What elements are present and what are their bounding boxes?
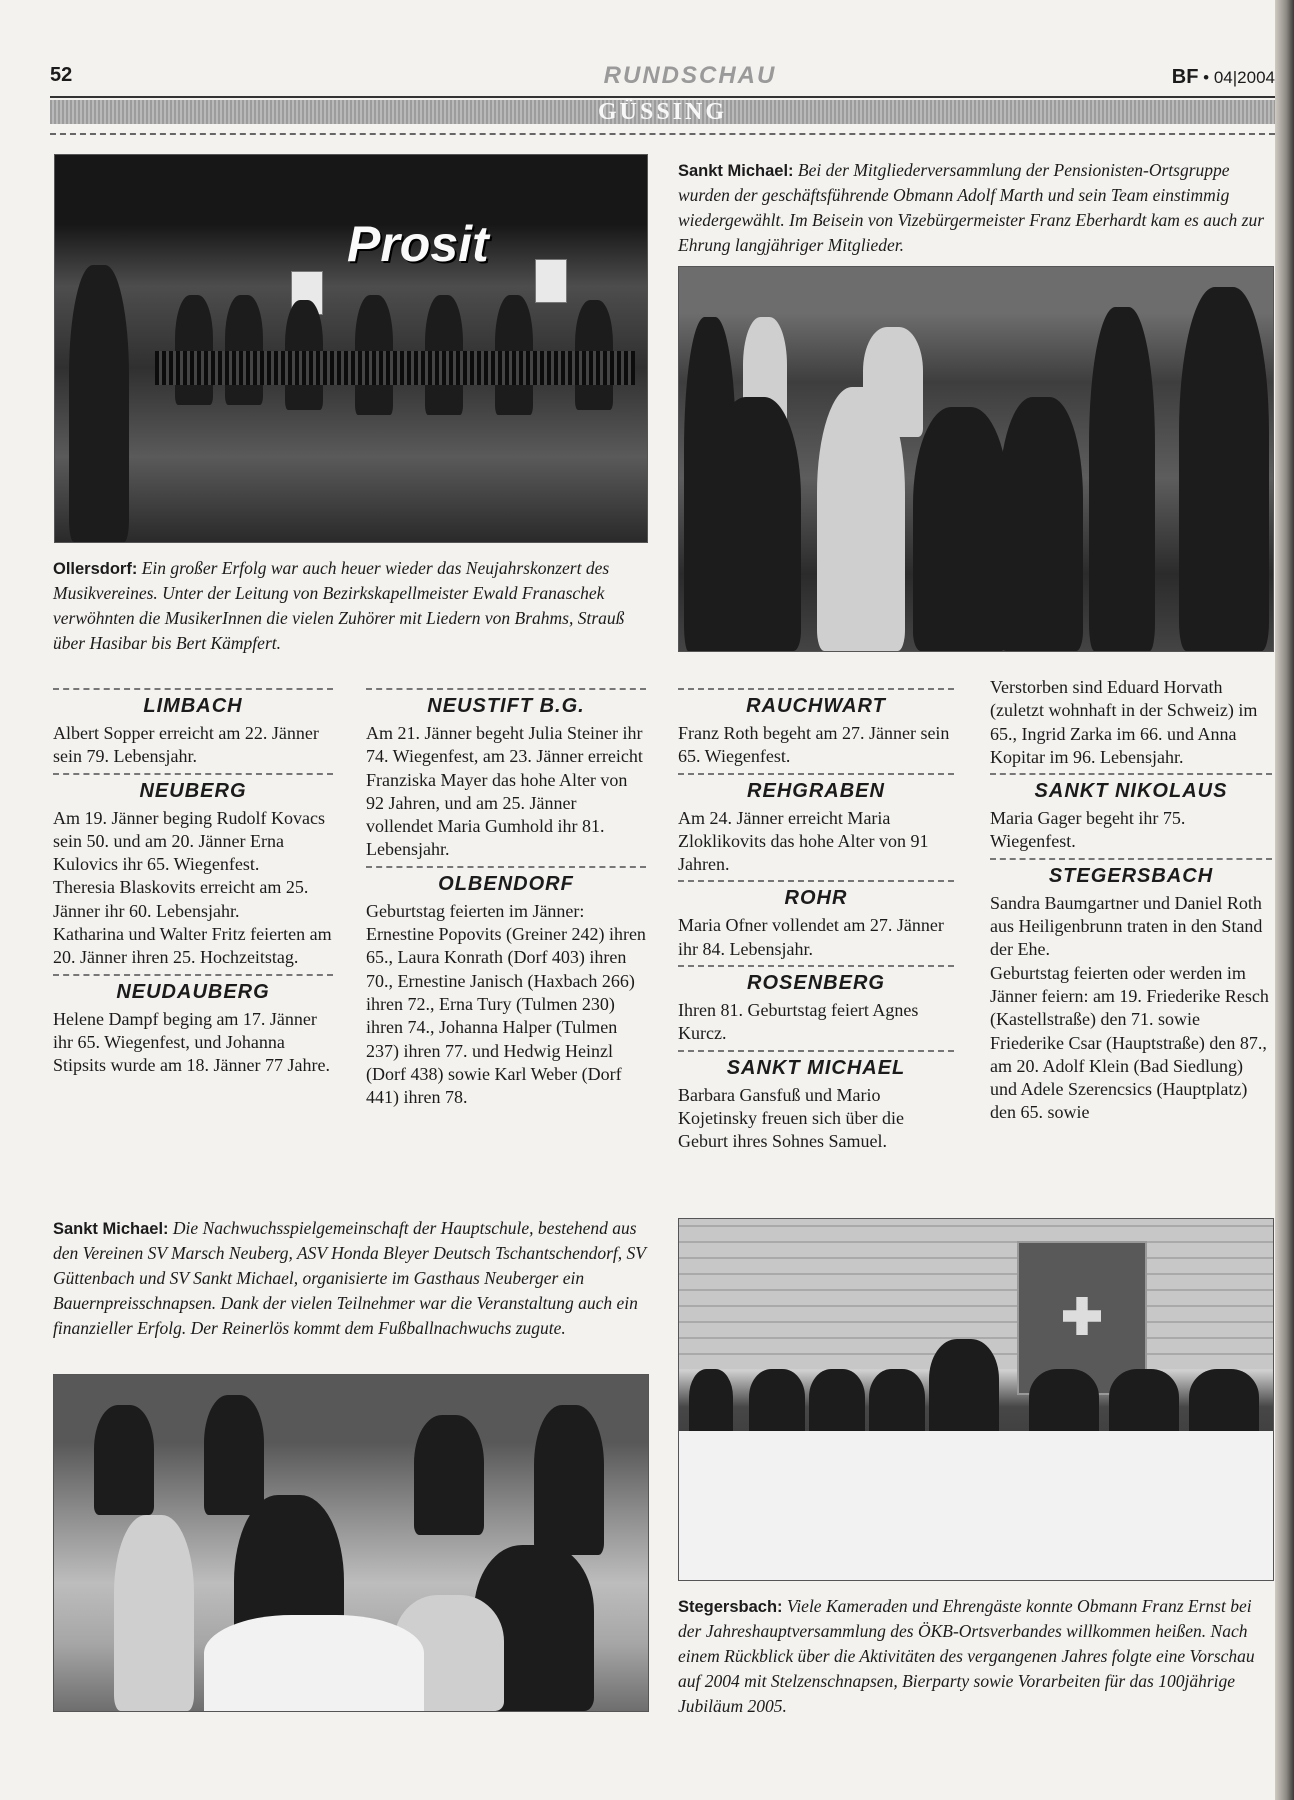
- caption-text: Viele Kameraden und Ehrengäste konnte Obmann Franz Ernst bei der Jahreshauptversammlung des ÖKB-Ortsverbandes willkommen heißen. Nach einem Rückblick über die Aktivitäten des vergangenen Jahres folgte eine Vorschau auf 2004 mit Stelzenschnapsen, Bierparty sowie Vorarbeiten für das 100jährige Jubiläum 2005.: [678, 1596, 1255, 1716]
- person-figure: [869, 1369, 925, 1439]
- section-text-olbendorf: Geburtstag feierten im Jänner: Ernestine Popovits (Greiner 242) ihren 65., Laura Konrath (Dorf 403) ihren 70., Ernestine Janisch (Haxbach 266) ihren 72., Erna Tury (Tulmen 230) ihren 74., Johanna Halper (Tulmen 237) ihren 77. und Hedwig Heinzl (Dorf 438) sowie Karl Weber (Dorf 441) ihren 78.: [366, 900, 646, 1108]
- person-figure: [1189, 1369, 1259, 1439]
- section-text-rohr: Maria Ofner vollendet am 27. Jänner ihr 84. Lebensjahr.: [678, 915, 944, 959]
- section-heading-rauchwart: RAUCHWART: [678, 688, 954, 722]
- column-2: [366, 688, 646, 1109]
- musician-figure: [175, 295, 213, 405]
- section-heading-sankt-michael: SANKT MICHAEL: [678, 1050, 954, 1084]
- header-dashed-rule: [50, 133, 1275, 135]
- section-heading-neudauberg: NEUDAUBERG: [53, 974, 333, 1008]
- section-text-neudauberg: Helene Dampf beging am 17. Jänner ihr 65. Wiegenfest, und Johanna Stipsits wurde am 18. Jänner 77 Jahre.: [53, 1008, 330, 1076]
- section-text-stegersbach: Sandra Baumgartner und Daniel Roth aus Heiligenbrunn traten in den Stand der Ehe.: [990, 892, 1263, 960]
- caption-stegersbach: [678, 1594, 1275, 1719]
- person-figure: [1179, 287, 1269, 651]
- caption-text: Die Nachwuchsspielgemeinschaft der Hauptschule, bestehend aus den Vereinen SV Marsch Neuberg, ASV Honda Bleyer Deutsch Tschantschendorf, SV Güttenbach und SV Sankt Michael, organisierte im Gasthaus Neuberger ein Bauernpreisschnapsen. Dank der vielen Teilnehmer war die Veranstaltung auch ein finanzieller Erfolg. Der Reinerlös kommt dem Fußballnachwuchs zugute.: [53, 1218, 646, 1338]
- photo-pensioners-group: [678, 266, 1274, 652]
- person-figure: [94, 1405, 154, 1515]
- person-figure: [534, 1405, 604, 1555]
- caption-sankt-michael-pensioners: [678, 158, 1275, 258]
- person-figure: [709, 397, 801, 651]
- page-header: [50, 64, 1275, 94]
- section-text-rosenberg: Ihren 81. Geburtstag feiert Agnes Kurcz.: [678, 1000, 919, 1044]
- caption-sankt-michael-schnapsen: [53, 1216, 650, 1341]
- section-heading-rosenberg: ROSENBERG: [678, 965, 954, 999]
- person-figure: [1109, 1369, 1179, 1439]
- section-text-sankt-nikolaus: Maria Gager begeht ihr 75. Wiegenfest.: [990, 808, 1186, 852]
- header-rule: [50, 96, 1275, 98]
- caption-place: Stegersbach:: [678, 1598, 783, 1616]
- region-title: GÜSSING: [597, 99, 728, 125]
- section-heading-stegersbach: STEGERSBACH: [990, 858, 1272, 892]
- person-figure: [204, 1395, 264, 1515]
- prosit-banner: Prosit: [347, 216, 489, 272]
- caption-place: Ollersdorf:: [53, 560, 138, 578]
- person-figure: [999, 397, 1083, 651]
- issue-info: [1172, 66, 1275, 89]
- binding-spine: [1275, 0, 1294, 1800]
- person-figure: [863, 327, 923, 437]
- conductor-figure: [69, 265, 129, 542]
- person-figure: [414, 1415, 484, 1535]
- photo-card-tournament: [53, 1374, 649, 1712]
- section-heading-rehgraben: REHGRABEN: [678, 773, 954, 807]
- caption-text: Ein großer Erfolg war auch heuer wieder das Neujahrskonzert des Musikvereines. Unter der Leitung von Bezirkskapellmeister Ewald Franaschek verwöhnten die MusikerInnen die vielen Zuhörer mit Liedern von Brahms, Strauß über Hasibar bis Bert Kämpfert.: [53, 558, 625, 653]
- person-figure: [689, 1369, 733, 1439]
- table-cloth: [679, 1431, 1273, 1580]
- section-text-neuberg: Katharina und Walter Fritz feierten am 20. Jänner ihren 25. Hochzeitstag.: [53, 924, 332, 968]
- section-heading-neustift: NEUSTIFT B.G.: [366, 688, 646, 722]
- caption-place: Sankt Michael:: [53, 1220, 169, 1238]
- person-figure: [749, 1369, 805, 1439]
- person-figure: [114, 1515, 194, 1711]
- region-band: [50, 100, 1275, 124]
- section-text-neuberg: Theresia Blaskovits erreicht am 25. Jänner ihr 60. Lebensjahr.: [53, 877, 309, 921]
- issue-number: 04|2004: [1213, 68, 1275, 87]
- section-text-limbach: Albert Sopper erreicht am 22. Jänner sein 79. Lebensjahr.: [53, 723, 319, 767]
- coat-of-arms-right: [535, 259, 567, 303]
- section-heading-olbendorf: OLBENDORF: [366, 866, 646, 900]
- section-heading-neuberg: NEUBERG: [53, 773, 333, 807]
- musician-figure: [225, 295, 263, 405]
- card-table: [204, 1615, 424, 1711]
- section-text-stegersbach: Geburtstag feierten oder werden im Jänner feiern: am 19. Friederike Resch (Kastellstraße) den 71. sowie Friederike Csar (Hauptstraße) den 87., am 20. Adolf Klein (Bad Siedlung) und Adele Szerencsics (Hauptplatz) den 65. sowie: [990, 962, 1269, 1123]
- caption-text: Bei der Mitgliederversammlung der Pensionisten-Ortsgruppe wurden der geschäftsführende Obmann Adolf Marth und sein Team einstimmig wiedergewählt. Im Beisein von Vizebürgermeister Franz Eberhardt kam es auch zur Ehrung langjähriger Mitglieder.: [678, 160, 1265, 255]
- section-text-neustift: Am 21. Jänner begeht Julia Steiner ihr 74. Wiegenfest, am 23. Jänner erreicht Franziska Mayer das hohe Alter von 92 Jahren, und am 25. Jänner vollendet Maria Gumhold ihr 81. Lebensjahr.: [366, 723, 643, 860]
- section-heading-rohr: ROHR: [678, 880, 954, 914]
- photo-okb-meeting: [678, 1218, 1274, 1581]
- issue-bullet: •: [1203, 68, 1210, 87]
- person-figure: [809, 1369, 865, 1439]
- section-text-rauchwart: Franz Roth begeht am 27. Jänner sein 65. Wiegenfest.: [678, 723, 950, 767]
- person-figure: [913, 407, 1009, 651]
- person-figure: [1089, 307, 1155, 651]
- column-1: [53, 688, 333, 1078]
- cross-emblem: [1063, 1297, 1101, 1335]
- column-3: [678, 688, 954, 1154]
- speaker-figure: [929, 1339, 999, 1439]
- issue-brand: BF: [1171, 66, 1199, 88]
- page-number: 52: [50, 64, 73, 86]
- magazine-name: RUNDSCHAU: [603, 62, 777, 89]
- caption-place: Sankt Michael:: [678, 162, 794, 180]
- music-stands: [155, 351, 635, 385]
- person-figure: [1029, 1369, 1099, 1439]
- section-text-deaths: Verstorben sind Eduard Horvath (zuletzt wohnhaft in der Schweiz) im 65., Ingrid Zarka im 66. und Anna Kopitar im 96. Lebensjahr.: [990, 677, 1258, 767]
- photo-band-concert: [54, 154, 648, 543]
- section-text-rehgraben: Am 24. Jänner erreicht Maria Zloklikovits das hohe Alter von 91 Jahren.: [678, 807, 929, 875]
- section-heading-sankt-nikolaus: SANKT NIKOLAUS: [990, 773, 1272, 807]
- section-text-sankt-michael: Barbara Gansfuß und Mario Kojetinsky freuen sich über die Geburt ihres Sohnes Samuel.: [678, 1084, 904, 1152]
- section-heading-limbach: LIMBACH: [53, 688, 333, 722]
- caption-ollersdorf: [53, 556, 648, 656]
- section-text-neuberg: Am 19. Jänner beging Rudolf Kovacs sein 50. und am 20. Jänner Erna Kulovics ihr 65. Wiegenfest.: [53, 807, 325, 875]
- column-4: [990, 676, 1272, 1125]
